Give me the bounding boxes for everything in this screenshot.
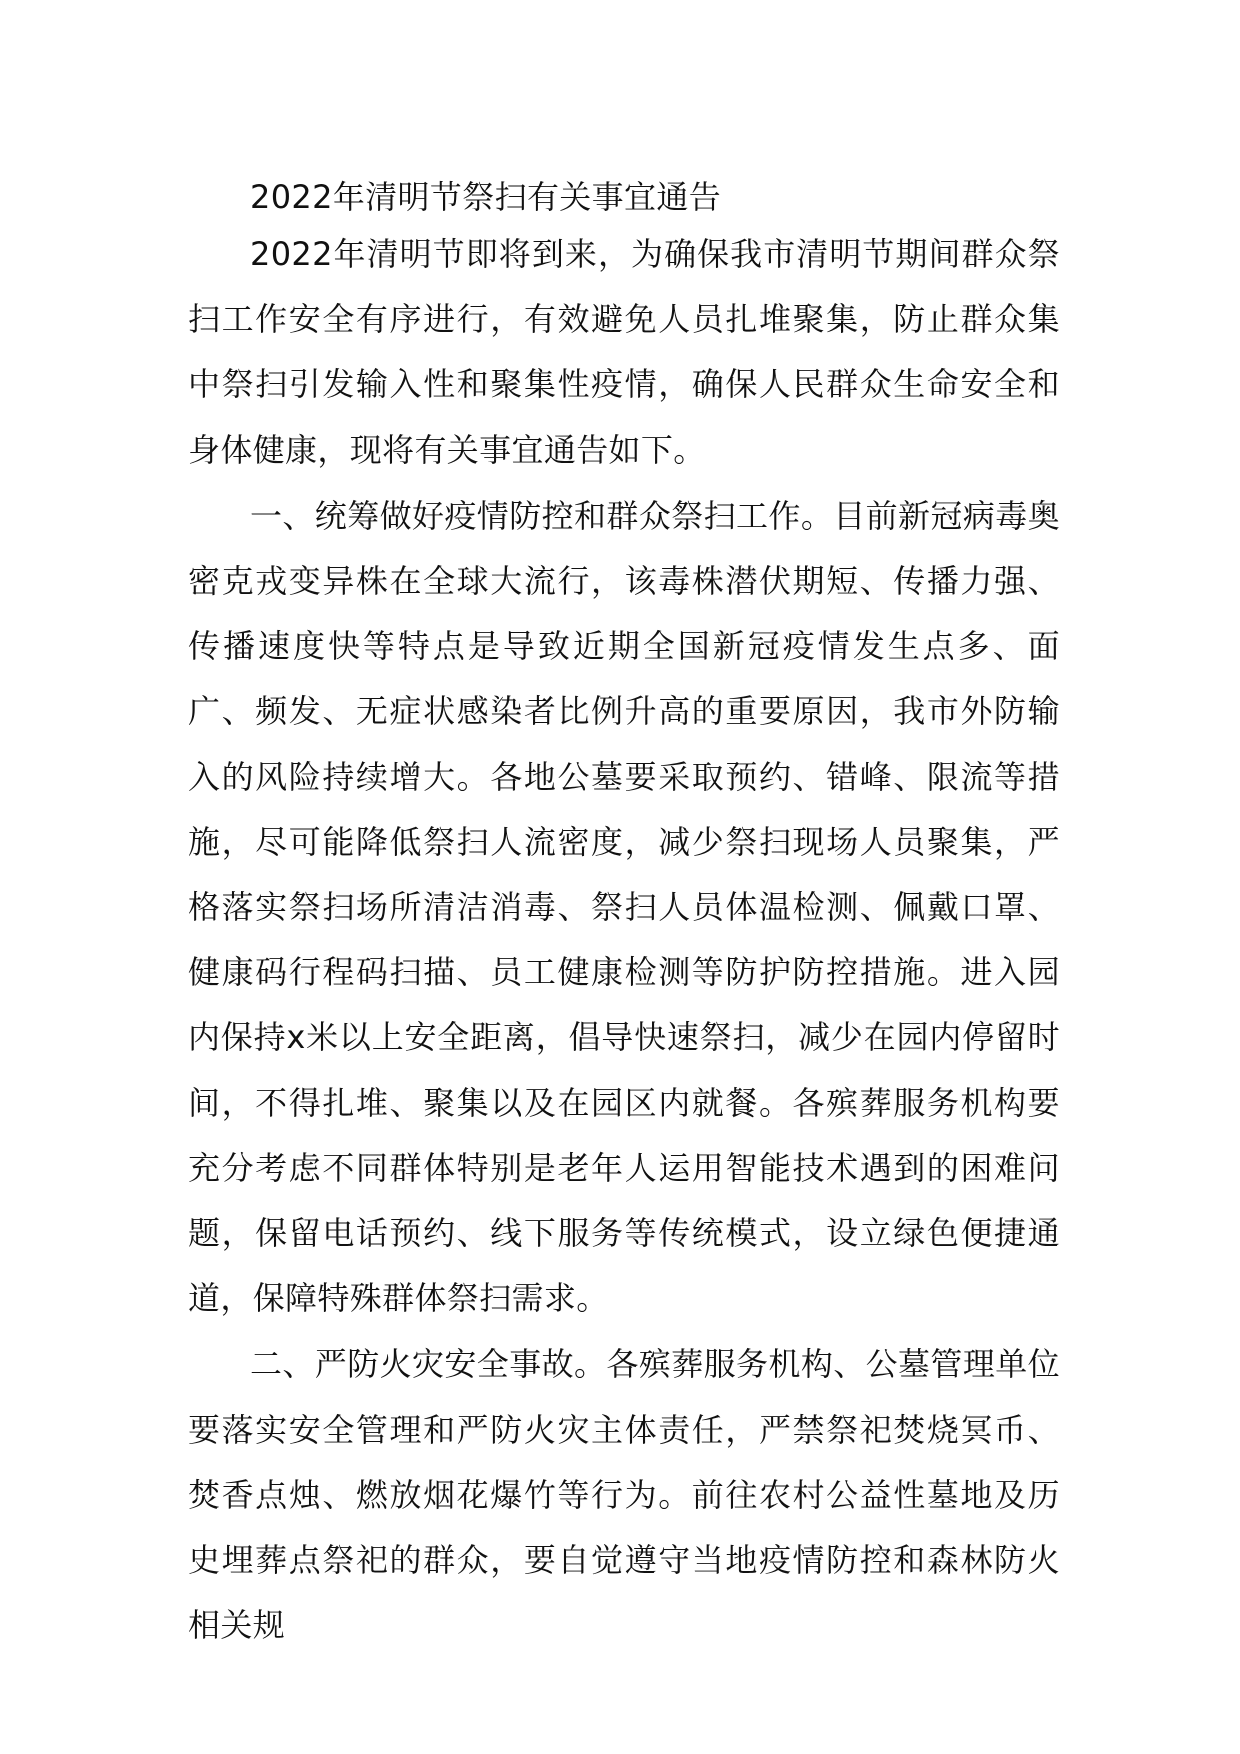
document-title: 2022年清明节祭扫有关事宜通告 <box>250 178 722 216</box>
section-one-paragraph: 一、统筹做好疫情防控和群众祭扫工作。目前新冠病毒奥密克戎变异株在全球大流行，该毒株潜伏期短、传播力强、传播速度快等特点是导致近期全国新冠疫情发生点多、面广、频发、无症状感染者比例升高的重要原因，我市外防输入的风险持续增大。各地公墓要采取预约、错峰、限流等措施，尽可能降低祭扫人流密度，减少祭扫现场人员聚集，严格落实祭扫场所清洁消毒、祭扫人员体温检测、佩戴口罩、健康码行程码扫描、员工健康检测等防护防控措施。进入园内保持x米以上安全距离，倡导快速祭扫，减少在园内停留时间，不得扎堆、聚集以及在园区内就餐。各殡葬服务机构要充分考虑不同群体特别是老年人运用智能技术遇到的困难问题，保留电话预约、线下服务等传统模式，设立绿色便捷通道，保障特殊群体祭扫需求。 <box>188 496 1060 1318</box>
section-two-paragraph: 二、严防火灾安全事故。各殡葬服务机构、公墓管理单位要落实安全管理和严防火灾主体责任，严禁祭祀焚烧冥币、焚香点烛、燃放烟花爆竹等行为。前往农村公益性墓地及历史埋葬点祭祀的群众，要自觉遵守当地疫情防控和森林防火相关规 <box>188 1345 1060 1645</box>
intro-paragraph: 2022年清明节即将到来，为确保我市清明节期间群众祭扫工作安全有序进行，有效避免人员扎堆聚集，防止群众集中祭扫引发输入性和聚集性疫情，确保人民群众生命安全和身体健康，现将有关事宜通告如下。 <box>188 235 1060 469</box>
document-body <box>188 172 1060 1658</box>
